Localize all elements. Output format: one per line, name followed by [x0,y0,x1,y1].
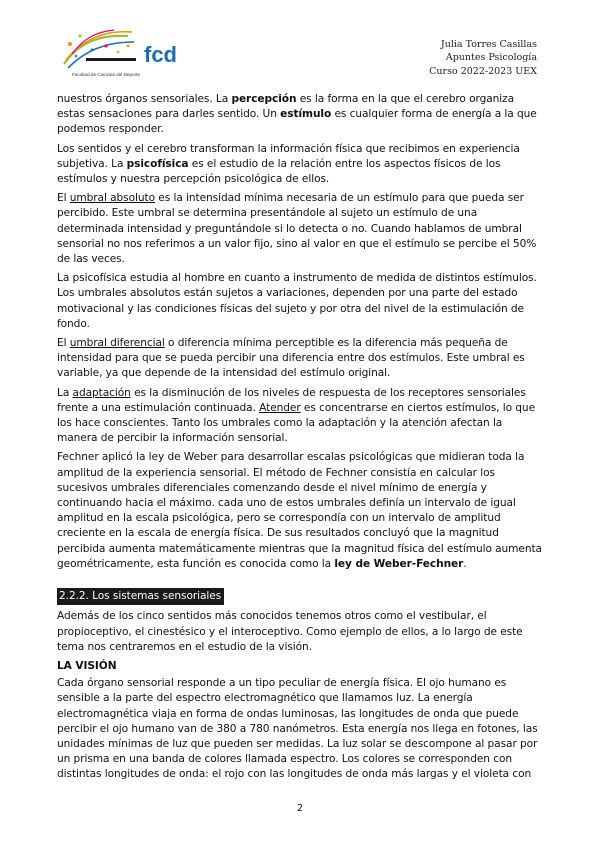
author-block [429,38,537,78]
paragraph: nuestros órganos sensoriales. La percepción es la forma en la que el cerebro organiza estas sensaciones para darles sentido. Un estímulo es cualquier forma de energía a la que podemos responder. [57,93,537,136]
term-atender: Atender [259,401,301,414]
term-adaptacion: adaptación [72,386,131,399]
paragraph: El umbral diferencial o diferencia mínima perceptible es la diferencia más pequeña de intensidad para que se pueda percibir una diferencia entre dos estímulos. Este umbral es variable, ya que depende de la intensidad del estímulo original. [57,337,525,380]
paragraph: Fechner aplicó la ley de Weber para desarrollar escalas psicológicas que midieran toda la amplitud de la experiencia sensorial. El método de Fechner consistía en calcular los sucesivos umbrales diferenciales comenzando desde el nivel mínimo de energía y continuando hacia el máximo. cada uno de estos umbrales definía un intervalo de igual amplitud en la escala psicológica, pero se correspondía con un intervalo de amplitud creciente en la escala de energía física. De sus resultados concluyó que la magnitud percibida aumenta matemáticamente mientras que la magnitud física del estímulo aumenta geométricamente, esta función es conocida como la ley de Weber-Fechner. [57,451,542,570]
logo-text: fcd [144,42,177,67]
paragraph: Los sentidos y el cerebro transforman la información física que recibimos en experiencia subjetiva. La psicofísica es el estudio de la relación entre los aspectos físicos de los estímulos y nuestra percepción psicológica de ellos. [57,142,520,186]
page-number: 2 [296,803,304,814]
term-estimulo: estímulo [280,108,332,121]
paragraph: El umbral absoluto es la intensidad mínima necesaria de un estímulo para que pueda ser percibido. Este umbral se determina presentándole al sujeto un estímulo de una determinada intensidad y preguntándole si lo detecta o no. Cuando hablamos de umbral sensorial no nos referimos a un valor fijo, sino al valor en que el estímulo se percibe el 50% de las veces. [57,192,537,266]
logo-swirl-icon [64,30,136,68]
paragraph: Además de los cinco sentidos más conocidos tenemos otros como el vestibular, el propioceptivo, el cinestésico y el interoceptivo. Como ejemplo de ellos, a lo largo de este tema nos centraremos en el estudio de la visión. [57,610,523,653]
paragraph: Cada órgano sensorial responde a un tipo peculiar de energía física. El ojo humano es sensible a la parte del espectro electromagnético que llamamos luz. La energía electromagnética viaja en forma de ondas luminosas, las longitudes de onda que puede percibir el ojo humano van de 380 a 780 nanómetros. Esta energía nos llega en fotones, las unidades mínimas de luz que pueden ser medidas. La luz solar se descompone al pasar por un prisma en una banda de colores llamada espectro. Los colores se corresponden con distintas longitudes de onda: el rojo con las longitudes de onda más largas y el violeta con [57,677,538,781]
author-name: Julia Torres Casillas [440,39,537,50]
faculty-logo [58,24,188,82]
section-heading: 2.2.2. Los sistemas sensoriales [57,588,224,605]
course-label: Curso 2022-2023 UEX [429,65,537,77]
paragraph: La adaptación es la disminución de los niveles de respuesta de los receptores sensoriales frente a una estimulación continuada. Atender es concentrarse en ciertos estímulos, lo que los hace conscientes. Tanto los umbrales como la adaptación y la atención afectan la manera de percibir la información sensorial. [57,386,536,445]
page-header [0,0,600,88]
term-umbral-absoluto: umbral absoluto [69,192,155,205]
document-body [57,92,545,787]
logo-subtext: Facultad de Ciencias del Deporte [72,72,140,77]
term-umbral-diferencial: umbral diferencial [69,337,165,350]
document-subject: Apuntes Psicología [445,52,537,64]
paragraph: La psicofísica estudia al hombre en cuanto a instrumento de medida de distintos estímulos. Los umbrales absolutos están sujetos a variaciones, dependen por una parte del estado motivacional y las condiciones físicas del sujeto y por otra del nivel de la estimulación de fondo. [57,272,537,330]
subheading: LA VISIÓN [57,659,117,672]
term-ley-weber-fechner: ley de Weber-Fechner [334,557,464,570]
term-psicofisica: psicofísica [126,157,189,170]
term-percepcion: percepción [231,93,297,105]
